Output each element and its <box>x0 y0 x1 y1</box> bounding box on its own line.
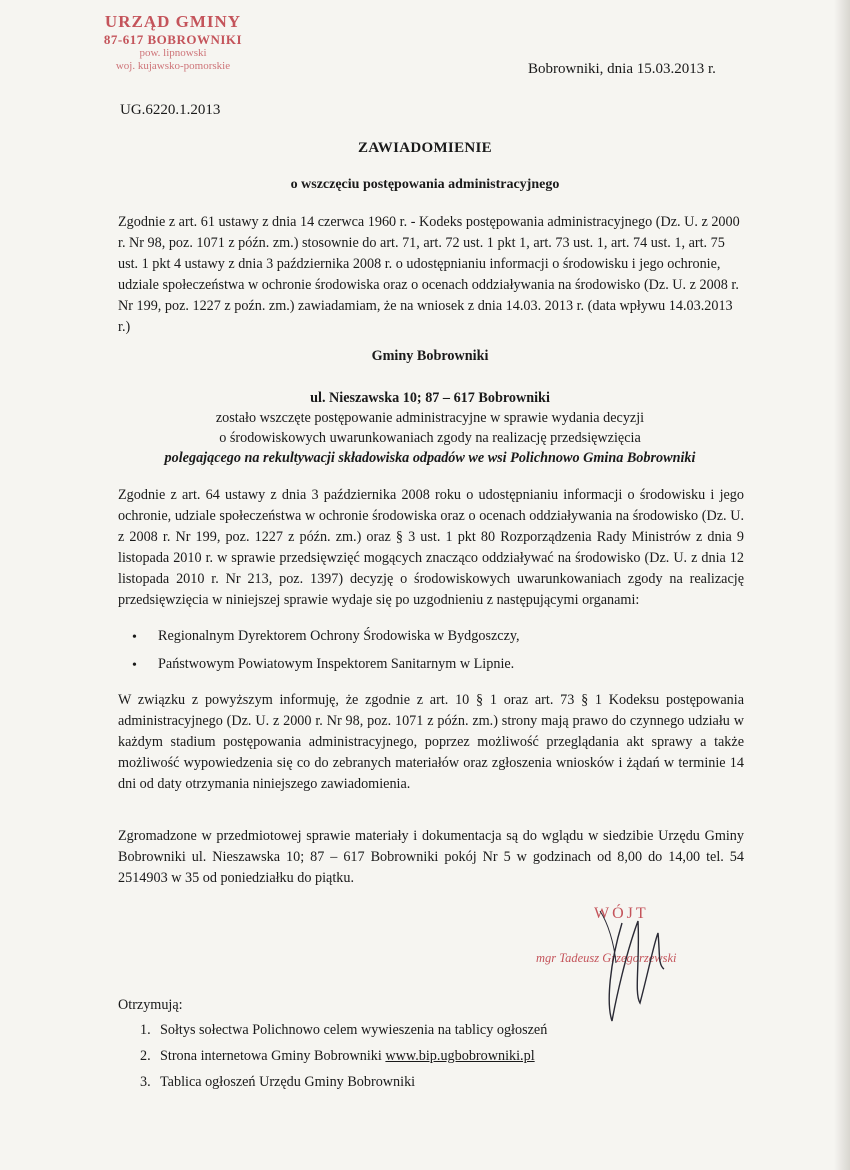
recipient-text: Tablica ogłoszeń Urzędu Gminy Bobrowniki <box>160 1074 416 1090</box>
stamp-office-name: URZĄD GMINY <box>104 12 242 31</box>
recipient-text: Sołtys sołectwa Polichnowo celem wywieszenia na tablicy ogłoszeń <box>160 1022 548 1038</box>
bullet-icon: • <box>132 630 137 645</box>
stamp-postal-code: 87-617 BOBROWNIKI <box>103 32 243 47</box>
paragraph-document-access: Zgromadzone w przedmiotowej sprawie materiały i dokumentacja są do wglądu w siedzibie Urzędu Gminy Bobrowniki ul. Nieszawska 10; 87 – 617 Bobrowniki pokój Nr 5 w godzinach od 8,00 do 14,00 tel. 54 2514903 w 35 od poniedziałku do piątku. <box>118 828 744 886</box>
procedure-block <box>100 388 760 468</box>
handwritten-signature-icon <box>530 903 750 1033</box>
item-number: 2. <box>140 1048 151 1064</box>
paragraph-party-rights: W związku z powyższym informuję, że zgodnie z art. 10 § 1 oraz art. 73 § 1 Kodeksu postępowania administracyjnego (Dz. U. z 2000 r. Nr 98, poz. 1071 z późn. zm.) strony mają prawo do czynnego udziału w każdym stadium postępowania administracyjnego, poprzez możliwość przeglądania akt sprawy a także możliwość wypowiedzenia się co do zebranych materiałów oraz zgłoszenia wniosków i żądań w terminie 14 dni od daty otrzymania niniejszego zawiadomienia. <box>118 692 744 792</box>
paragraph-legal-basis: Zgodnie z art. 61 ustawy z dnia 14 czerwca 1960 r. - Kodeks postępowania administracyjnego (Dz. U. z 2000 r. Nr 98, poz. 1071 z późn. zm.) stosownie do art. 71, art. 72 ust. 1 pkt 1, art. 73 ust. 1, art. 74 ust. 1, art. 75 ust. 1 pkt 4 ustawy z dnia 3 października 2008 r. o udostępnianiu informacji o środowisku i jego ochronie, udziale społeczeństwa w ochronie środowiska oraz o ocenach oddziaływania na środowisko (Dz. U. z 2008 r. Nr 199, poz. 1227 z poźn. zm.) zawiadamiam, że na wniosek z dnia 14.03. 2013 r. (data wpływu 14.03.2013 r.) <box>118 214 740 335</box>
list-item <box>130 654 750 682</box>
item-number: 3. <box>140 1074 151 1090</box>
applicant-name: Gminy Bobrowniki <box>371 348 489 364</box>
page-edge-shadow <box>834 0 850 1170</box>
procedure-line-2: o środowiskowych uwarunkowaniach zgody na realizację przedsięwzięcia <box>219 430 641 446</box>
list-item <box>130 626 750 654</box>
item-number: 1. <box>140 1022 151 1038</box>
recipients-list <box>140 1020 547 1098</box>
stamp-province: woj. kujawsko-pomorskie <box>115 60 231 72</box>
list-item <box>140 1046 547 1072</box>
paragraph-consultation: Zgodnie z art. 64 ustawy z dnia 3 października 2008 roku o udostępnianiu informacji o środowisku i jego ochronie, udziale społeczeństwa w ochronie środowiska oraz o ocenach oddziaływania na środowisko (Dz. U. z 2008 r. Nr 199, poz. 1227 z późn. zm.) oraz § 3 ust. 1 pkt 80 Rozporządzenia Rady Ministrów z dnia 9 listopada 2010 r. w sprawie przedsięwzięć mogących znacząco oddziaływać na środowisko (Dz. U. z dnia 12 listopada 2010 r. Nr 213, poz. 1397) decyzję o środowiskowych uwarunkowaniach zgody na realizację przedsięwzięcia w niniejszej sprawie wydaje się po uzgodnieniu z następującymi organami: <box>118 487 744 608</box>
list-item <box>140 1072 547 1098</box>
stamp-county: pow. lipnowski <box>139 47 207 59</box>
authorities-list <box>130 626 750 682</box>
procedure-line-1: zostało wszczęte postępowanie administracyjne w sprawie wydania decyzji <box>215 410 645 426</box>
recipient-text: Strona internetowa Gminy Bobrowniki <box>160 1048 386 1064</box>
list-item <box>140 1020 547 1046</box>
reference-number: UG.6220.1.2013 <box>120 102 221 118</box>
applicant-address: ul. Nieszawska 10; 87 – 617 Bobrowniki <box>310 390 550 406</box>
signature-title-stamp: WÓJT <box>594 905 649 922</box>
signature-block <box>530 903 750 1033</box>
office-stamp <box>88 12 258 73</box>
signatory-name-stamp: mgr Tadeusz Grzegorzewski <box>536 951 677 965</box>
place-and-date: Bobrowniki, dnia 15.03.2013 r. <box>528 61 716 77</box>
authority-name: Państwowym Powiatowym Inspektorem Sanitarnym w Lipnie. <box>158 656 515 672</box>
authority-name: Regionalnym Dyrektorem Ochrony Środowiska w Bydgoszczy, <box>158 628 520 644</box>
bip-website-link[interactable]: www.bip.ugbobrowniki.pl <box>385 1048 535 1064</box>
document-subtitle: o wszczęciu postępowania administracyjnego <box>290 177 560 192</box>
document-title: ZAWIADOMIENIE <box>358 140 492 156</box>
project-description: polegającego na rekultywacji składowiska odpadów we wsi Polichnowo Gmina Bobrowniki <box>164 450 696 466</box>
recipients-heading: Otrzymują: <box>118 997 183 1013</box>
bullet-icon: • <box>132 658 137 673</box>
